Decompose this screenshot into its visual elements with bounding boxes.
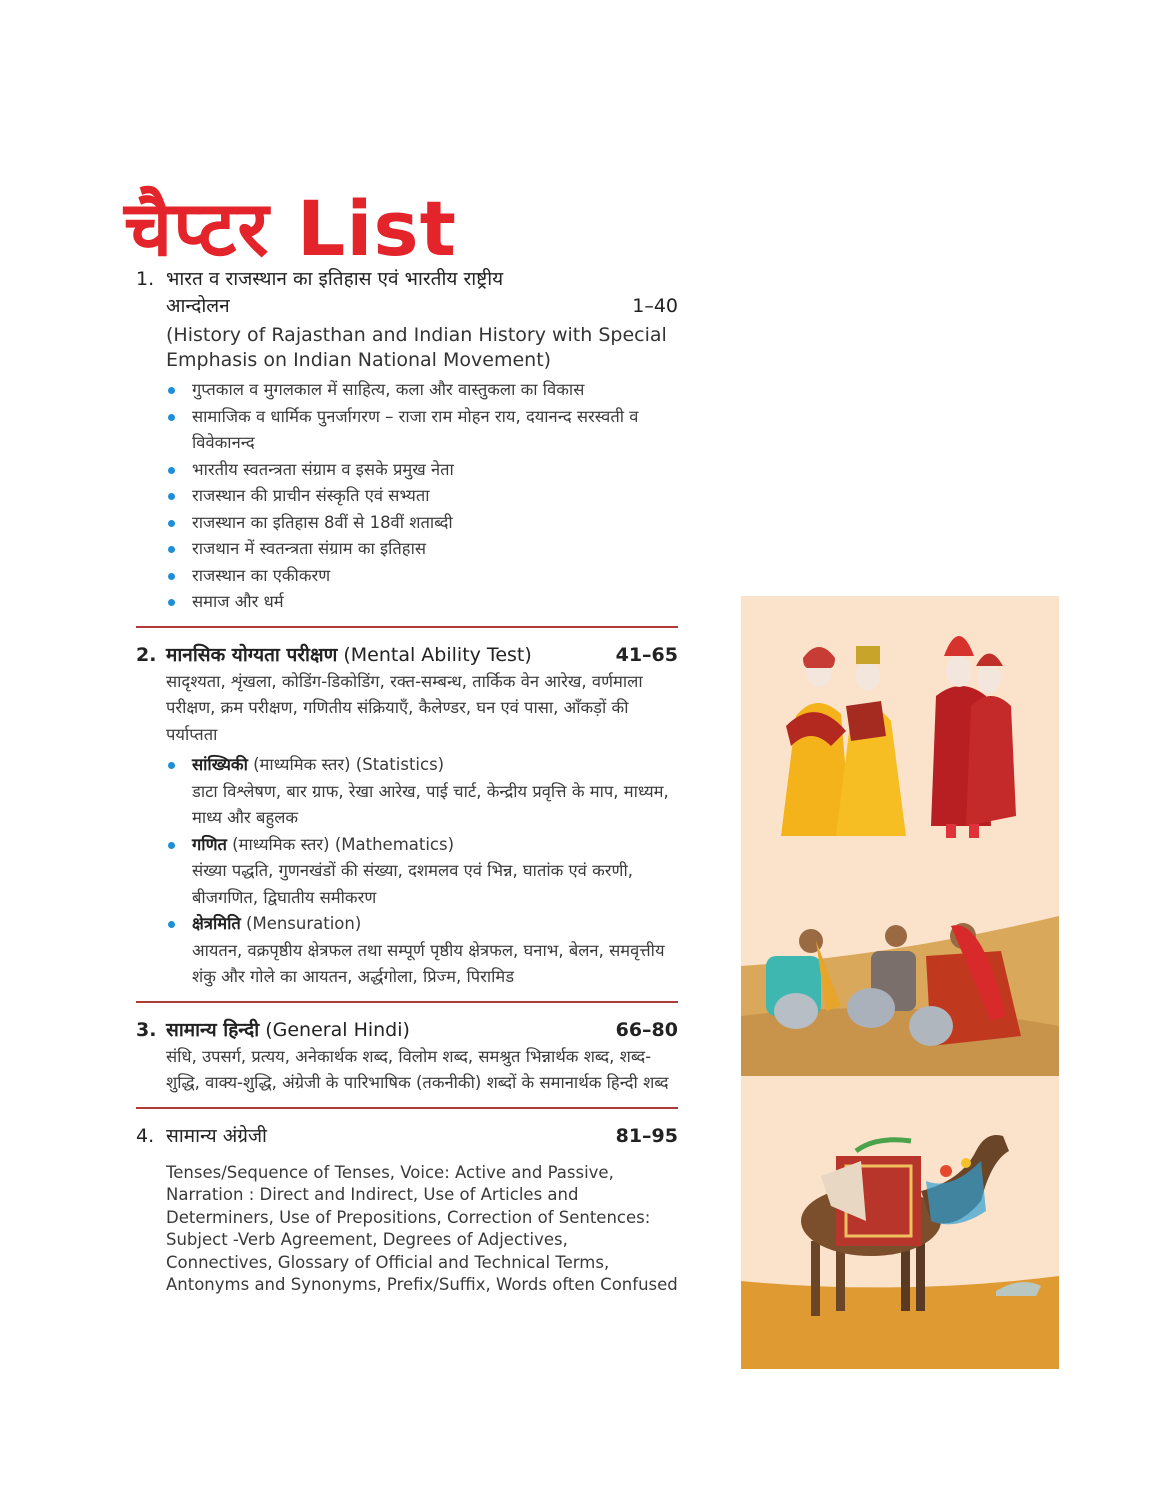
topic-item: राजथान में स्वतन्त्रता संग्राम का इतिहास — [166, 536, 678, 563]
subsection-title-en: (Mensuration) — [246, 914, 362, 933]
chapter-number: 4. — [136, 1124, 155, 1147]
subsection-mathematics — [166, 832, 678, 912]
chapter-1 — [136, 266, 678, 616]
subsection-list — [136, 752, 678, 991]
chapter-title-cont: आन्दोलन — [166, 295, 230, 317]
topic-item: राजस्थान का इतिहास 8वीं से 18वीं शताब्दी — [166, 510, 678, 537]
chapter-list — [136, 266, 678, 1297]
topic-item: राजस्थान की प्राचीन संस्कृति एवं सभ्यता — [166, 483, 678, 510]
subsection-level: (माध्यमिक स्तर) — [253, 755, 351, 774]
page-range: 66–80 — [615, 1018, 678, 1041]
chapter-number: 3. — [136, 1018, 157, 1041]
chapter-number: 1. — [136, 268, 155, 290]
subsection-title: गणित — [192, 834, 227, 854]
topic-item: राजस्थान का एकीकरण — [166, 563, 678, 590]
chapter-4 — [136, 1123, 678, 1297]
subsection-level: (माध्यमिक स्तर) — [232, 834, 330, 854]
subsection-text: संख्या पद्धति, गुणनखंडों की संख्या, दशमलव एवं भिन्न, घातांक एवं करणी, बीजगणित, द्विघातीय समीकरण — [192, 861, 633, 907]
chapter-title: सामान्य अंग्रेजी — [166, 1124, 267, 1147]
subsection-title: क्षेत्रमिति — [192, 914, 241, 933]
desert-women-image — [741, 896, 1059, 1076]
subsection-title: सांख्यिकी — [192, 755, 248, 774]
topic-item: समाज और धर्म — [166, 589, 678, 616]
page-title: चैप्टर List — [124, 183, 457, 273]
chapter-number: 2. — [136, 643, 157, 666]
chapter-title: मानसिक योग्यता परीक्षण — [166, 643, 338, 666]
chapter-2 — [136, 642, 678, 991]
chapter-title-en: (Mental Ability Test) — [343, 643, 532, 666]
page-range: 1–40 — [632, 295, 678, 317]
chapter-title: भारत व राजस्थान का इतिहास एवं भारतीय राष्ट्रीय — [166, 268, 504, 290]
topic-item: गुप्तकाल व मुगलकाल में साहित्य, कला और वास्तुकला का विकास — [166, 377, 678, 404]
chapter-title-en: (General Hindi) — [265, 1018, 410, 1041]
section-divider — [136, 1107, 678, 1109]
camel-image — [741, 1081, 1059, 1369]
page-range: 81–95 — [615, 1124, 678, 1147]
chapter-description: सादृश्यता, शृंखला, कोडिंग-डिकोडिंग, रक्त-सम्बन्ध, तार्किक वेन आरेख, वर्णमाला परीक्षण, क्रम परीक्षण, गणितीय संक्रियाएँ, कैलेण्डर, घन एवं पासा, आँकड़ों की पर्याप्तता — [166, 671, 643, 744]
topic-list — [136, 377, 678, 616]
subsection-text: आयतन, वक्रपृष्ठीय क्षेत्रफल तथा सम्पूर्ण पृष्ठीय क्षेत्रफल, घनाभ, बेलन, समवृत्तीय शंकु और गोले का आयतन, अर्द्धगोला, प्रिज्म, पिरामिड — [192, 940, 665, 986]
chapter-title: सामान्य हिन्दी — [166, 1018, 260, 1041]
section-divider — [136, 1001, 678, 1003]
topic-item: भारतीय स्वतन्त्रता संग्राम व इसके प्रमुख नेता — [166, 457, 678, 484]
subsection-title-en: (Statistics) — [355, 755, 445, 774]
subsection-text: डाटा विश्लेषण, बार ग्राफ, रेखा आरेख, पाई चार्ट, केन्द्रीय प्रवृत्ति के माप, माध्यम, माध्य और बहुलक — [192, 781, 669, 827]
chapter-3 — [136, 1017, 678, 1097]
subsection-title-en: (Mathematics) — [334, 834, 455, 854]
decorative-photo-strip — [741, 596, 1059, 1369]
section-divider — [136, 626, 678, 628]
chapter-subtitle-en: (History of Rajasthan and Indian History with Special Emphasis on Indian National Movement) — [166, 324, 667, 371]
topic-item: सामाजिक व धार्मिक पुनर्जागरण – राजा राम मोहन राय, दयानन्द सरस्वती व विवेकानन्द — [166, 404, 678, 457]
subsection-statistics — [166, 752, 678, 832]
chapter-description: Tenses/Sequence of Tenses, Voice: Active and Passive, Narration : Direct and Indirect, Use of Articles and Determiners, Use of Prepositions, Correction of Sentences: Subject -Verb Agreement, Degrees of Adjectives, Connectives, Glossary of Official and Technical Terms, Antonyms and Synonyms, Prefix/Suffix, Words often Confused — [166, 1162, 678, 1294]
subsection-mensuration — [166, 911, 678, 991]
puppets-image — [741, 596, 1059, 886]
page-range: 41–65 — [615, 643, 678, 666]
chapter-description: संधि, उपसर्ग, प्रत्यय, अनेकार्थक शब्द, विलोम शब्द, समश्रुत भिन्नार्थक शब्द, शब्द-शुद्धि, वाक्य-शुद्धि, अंग्रेजी के पारिभाषिक (तकनीकी) शब्दों के समानार्थक हिन्दी शब्द — [166, 1046, 669, 1092]
